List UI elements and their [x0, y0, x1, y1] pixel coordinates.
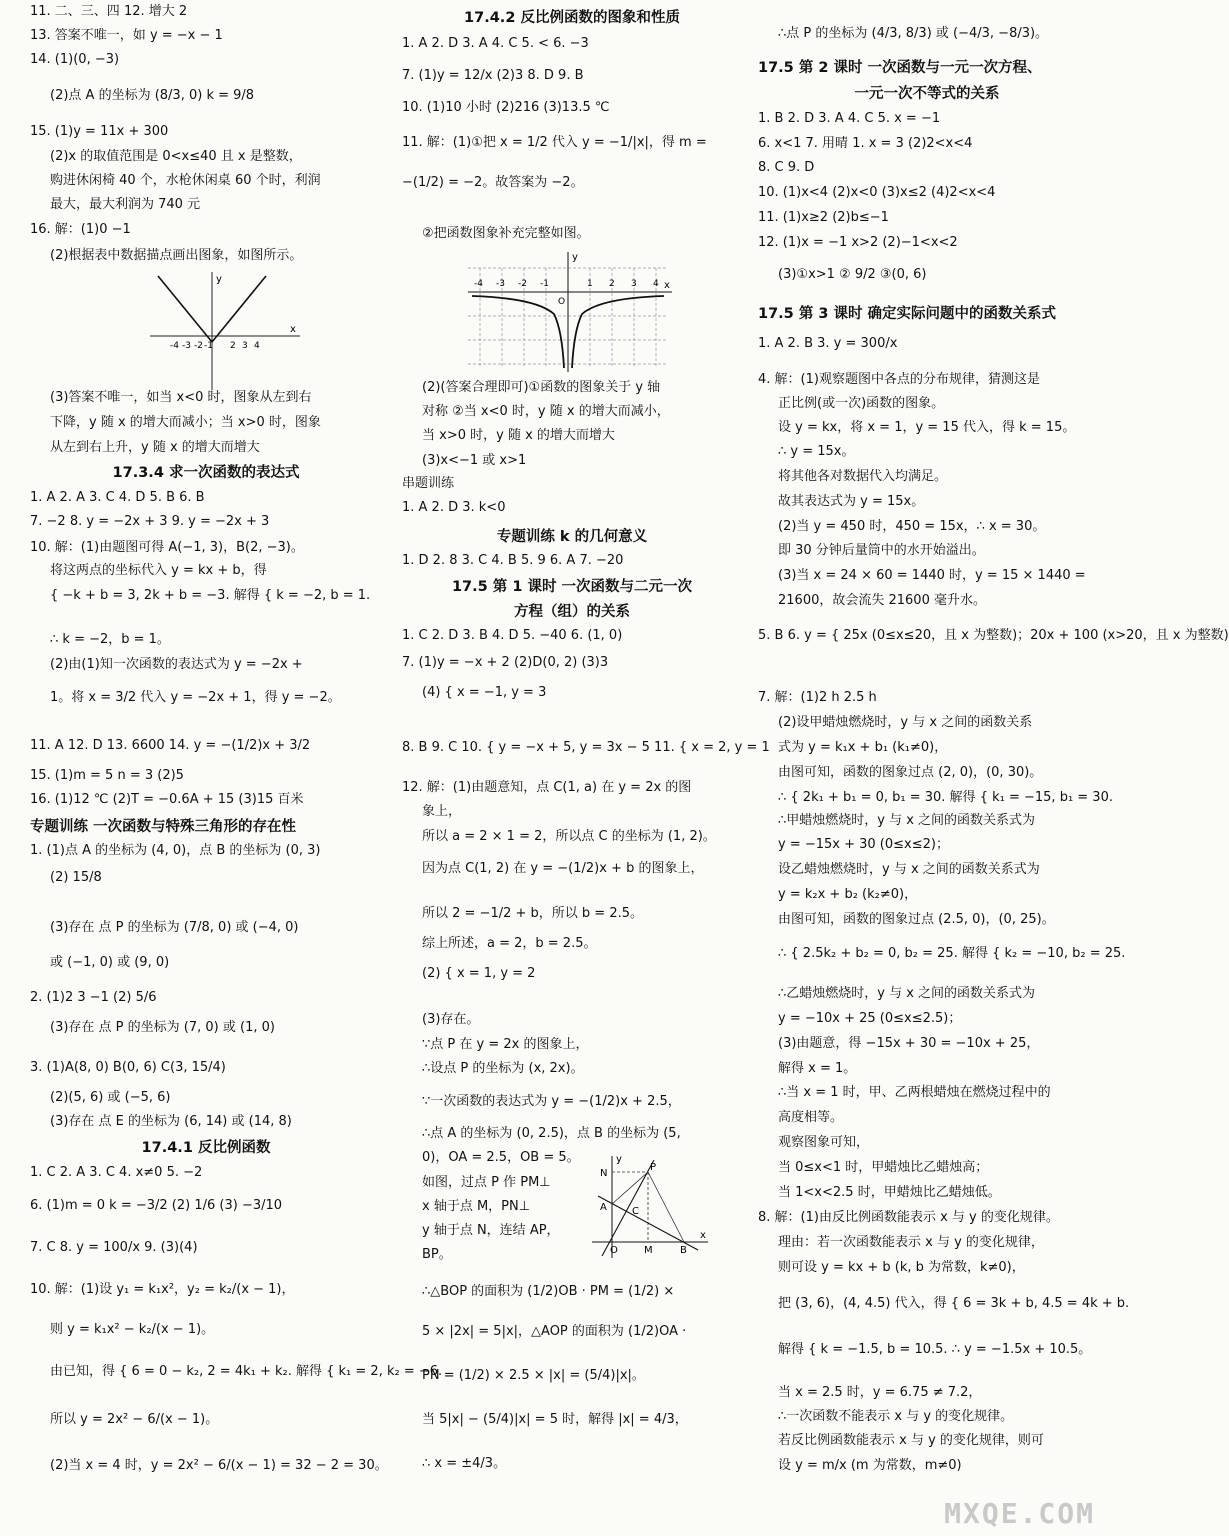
- answer-line: 10. (1)10 小时 (2)216 (3)13.5 ℃: [402, 100, 610, 115]
- answer-line: 由图可知，函数的图象过点 (2.5, 0)，(0, 25)。: [778, 912, 1055, 927]
- answer-line: 7. (1)y = −x + 2 (2)D(0, 2) (3)3: [402, 655, 609, 670]
- answer-line: 0)，OA = 2.5，OB = 5。: [422, 1150, 580, 1165]
- answer-line: ∵一次函数的表达式为 y = −(1/2)x + 2.5，: [422, 1094, 681, 1109]
- answer-line: 正比例(或一次)函数的图象。: [778, 396, 945, 411]
- answer-line: 10. 解：(1)设 y₁ = k₁x²，y₂ = k₂/(x − 1)，: [30, 1282, 295, 1297]
- answer-line: 13. 答案不唯一，如 y = −x − 1: [30, 28, 223, 43]
- answer-line: ∴当 x = 1 时，甲、乙两根蜡烛在燃烧过程中的: [778, 1085, 1051, 1100]
- answer-line: ∴乙蜡烛燃烧时，y 与 x 之间的函数关系式为: [778, 986, 1036, 1001]
- answer-line: 故其表达式为 y = 15x。: [778, 494, 925, 509]
- answer-line: 下降，y 随 x 的增大而减小；当 x>0 时，图象: [50, 415, 321, 430]
- section-heading: 专题训练 k 的几何意义: [496, 529, 648, 545]
- answer-line: ∴ y = 15x。: [778, 444, 855, 459]
- answer-line: (2) { x = 1, y = 2: [422, 966, 536, 981]
- point-n: N: [600, 1168, 608, 1179]
- answer-line: (2)当 x = 4 时，y = 2x² − 6/(x − 1) = 32 − 2 = 30。: [50, 1458, 388, 1473]
- answer-line: 式为 y = k₁x + b₁ (k₁≠0)，: [778, 740, 948, 755]
- answer-line: 设 y = m/x (m 为常数，m≠0): [778, 1458, 962, 1473]
- answer-line: ②把函数图象补充完整如图。: [422, 226, 590, 241]
- fig2-tick: 1: [587, 279, 593, 289]
- answer-line: 1. D 2. 8 3. C 4. B 5. 9 6. A 7. −20: [402, 553, 624, 568]
- fig1-tick: -1: [204, 341, 213, 351]
- point-b: B: [680, 1245, 687, 1256]
- reciprocal-graph: [466, 250, 676, 374]
- answer-line: 由已知，得 { 6 = 0 − k₂, 2 = 4k₁ + k₂. 解得 { k₁ = 2, k₂ = −6.: [50, 1364, 443, 1379]
- answer-line: 当 1<x<2.5 时，甲蜡烛比乙蜡烛低。: [778, 1185, 1001, 1200]
- answer-line: 若反比例函数能表示 x 与 y 的变化规律，则可: [778, 1433, 1044, 1448]
- answer-line: 6. (1)m = 0 k = −3/2 (2) 1/6 (3) −3/10: [30, 1198, 283, 1213]
- answer-line: −(1/2) = −2。故答案为 −2。: [402, 175, 584, 190]
- answer-line: ∴设点 P 的坐标为 (x, 2x)。: [422, 1061, 584, 1076]
- answer-line: 14. (1)(0, −3): [30, 52, 120, 67]
- answer-line: { −k + b = 3, 2k + b = −3. 解得 { k = −2, b = 1.: [50, 588, 371, 603]
- axis-x-label: x: [700, 1230, 706, 1241]
- answer-line: 4. 解：(1)观察题图中各点的分布规律，猜测这是: [758, 372, 1040, 387]
- answer-line: 16. (1)12 ℃ (2)T = −0.6A + 15 (3)15 百米: [30, 792, 304, 807]
- answer-line: 5. B 6. y = { 25x (0≤x≤20，且 x 为整数)；20x + 100 (x>20，且 x 为整数): [758, 628, 1229, 643]
- fig1-tick: -3: [182, 341, 191, 351]
- answer-line: 设 y = kx，将 x = 1，y = 15 代入，得 k = 15。: [778, 420, 1076, 435]
- answer-line: 5 × |2x| = 5|x|，△AOP 的面积为 (1/2)OA ·: [422, 1324, 687, 1339]
- answer-line: ∴点 A 的坐标为 (0, 2.5)，点 B 的坐标为 (5,: [422, 1126, 681, 1141]
- fig2-tick: 2: [609, 279, 615, 289]
- answer-line: 设乙蜡烛燃烧时，y 与 x 之间的函数关系式为: [778, 862, 1040, 877]
- answer-line: 串题训练: [402, 476, 455, 491]
- section-heading: 17.5 第 1 课时 一次函数与二元一次: [451, 579, 693, 595]
- answer-line: 12. 解：(1)由题意知，点 C(1, a) 在 y = 2x 的图: [402, 780, 692, 795]
- answer-line: 11. 解：(1)①把 x = 1/2 代入 y = −1/|x|，得 m =: [402, 135, 707, 150]
- answer-line: y = −15x + 30 (0≤x≤2)；: [778, 837, 949, 852]
- answer-line: 3. (1)A(8, 0) B(0, 6) C(3, 15/4): [30, 1060, 226, 1075]
- fig2-tick: -3: [496, 279, 505, 289]
- answer-line: 则可设 y = kx + b (k, b 为常数，k≠0)，: [778, 1260, 1025, 1275]
- answer-line: 6. x<1 7. 用晴 1. x = 3 (2)2<x<4: [758, 136, 973, 151]
- answer-line: 将其他各对数据代入均满足。: [778, 469, 948, 484]
- section-heading: 17.4.1 反比例函数: [141, 1140, 271, 1156]
- answer-line: 16. 解：(1)0 −1: [30, 222, 131, 237]
- section-heading: 17.4.2 反比例函数的图象和性质: [464, 10, 680, 26]
- answer-line: y = k₂x + b₂ (k₂≠0)，: [778, 887, 918, 902]
- answer-line: 因为点 C(1, 2) 在 y = −(1/2)x + b 的图象上，: [422, 861, 704, 876]
- triangle-geometry-figure: [590, 1152, 710, 1260]
- answer-line: 1. C 2. A 3. C 4. x≠0 5. −2: [30, 1165, 203, 1180]
- answer-line: (3)存在。: [422, 1012, 480, 1027]
- answer-line: 当 x>0 时，y 随 x 的增大而增大: [422, 428, 615, 443]
- answer-line: ∴甲蜡烛燃烧时，y 与 x 之间的函数关系式为: [778, 813, 1036, 828]
- answer-line: (3)答案不唯一，如当 x<0 时，图象从左到右: [50, 390, 312, 405]
- answer-line: 1. A 2. D 3. A 4. C 5. < 6. −3: [402, 36, 589, 51]
- section-heading: 方程（组）的关系: [514, 604, 630, 620]
- answer-line: 1。将 x = 3/2 代入 y = −2x + 1，得 y = −2。: [50, 690, 341, 705]
- answer-line: 对称 ②当 x<0 时，y 随 x 的增大而减小，: [422, 404, 670, 419]
- answer-line: 7. (1)y = 12/x (2)3 8. D 9. B: [402, 68, 584, 83]
- answer-line: 12. (1)x = −1 x>2 (2)−1<x<2: [758, 235, 958, 250]
- axis-y-label: y: [616, 1154, 622, 1165]
- fig1-tick: -4: [170, 341, 179, 351]
- answer-line: ∴ { 2k₁ + b₁ = 0, b₁ = 30. 解得 { k₁ = −15, b₁ = 30.: [778, 790, 1113, 805]
- absolute-value-graph: [150, 270, 300, 390]
- answer-line: 购进休闲椅 40 个，水枪休闲桌 60 个时，利润: [50, 173, 321, 188]
- section-heading: 专题训练 一次函数与特殊三角形的存在性: [30, 819, 297, 835]
- answer-line: ∴ { 2.5k₂ + b₂ = 0, b₂ = 25. 解得 { k₂ = −10, b₂ = 25.: [778, 946, 1126, 961]
- answer-line: BP。: [422, 1247, 452, 1262]
- answer-line: 21600，故会流失 21600 毫升水。: [778, 593, 986, 608]
- answer-line: 如图，过点 P 作 PM⊥: [422, 1175, 551, 1190]
- fig2-y-label: y: [572, 252, 578, 263]
- answer-line: (4) { x = −1, y = 3: [422, 685, 547, 700]
- answer-line: 11. (1)x≥2 (2)b≤−1: [758, 210, 889, 225]
- answer-line: ∴点 P 的坐标为 (4/3, 8/3) 或 (−4/3, −8/3)。: [778, 26, 1049, 41]
- answer-line: 或 (−1, 0) 或 (9, 0): [50, 955, 170, 970]
- fig1-tick: 3: [242, 341, 248, 351]
- answer-line: 理由：若一次函数能表示 x 与 y 的变化规律，: [778, 1235, 1044, 1250]
- answer-line: 11. 二、三、四 12. 增大 2: [30, 4, 188, 19]
- answer-line: (3)存在 点 P 的坐标为 (7, 0) 或 (1, 0): [50, 1020, 275, 1035]
- answer-line: 1. (1)点 A 的坐标为 (4, 0)，点 B 的坐标为 (0, 3): [30, 843, 321, 858]
- answer-line: 8. C 9. D: [758, 160, 815, 175]
- answer-line: (3)当 x = 24 × 60 = 1440 时，y = 15 × 1440 =: [778, 568, 1086, 583]
- answer-line: (3)存在 点 E 的坐标为 (6, 14) 或 (14, 8): [50, 1114, 292, 1129]
- answer-line: 1. A 2. B 3. y = 300/x: [758, 336, 898, 351]
- section-heading: 17.5 第 2 课时 一次函数与一元一次方程、: [758, 60, 1042, 76]
- answer-line: (3)由题意，得 −15x + 30 = −10x + 25，: [778, 1036, 1040, 1051]
- point-p: P: [650, 1162, 657, 1173]
- section-heading: 17.5 第 3 课时 确定实际问题中的函数关系式: [758, 306, 1057, 322]
- answer-line: (3)①x>1 ② 9/2 ③(0, 6): [778, 267, 927, 282]
- answer-line: (3)x<−1 或 x>1: [422, 453, 527, 468]
- answer-line: 当 x = 2.5 时，y = 6.75 ≠ 7.2，: [778, 1385, 982, 1400]
- fig1-tick: 2: [230, 341, 236, 351]
- answer-line: 2. (1)2 3 −1 (2) 5/6: [30, 990, 157, 1005]
- answer-line: (2)根据表中数据描点画出图象，如图所示。: [50, 248, 303, 263]
- answer-line: 1. A 2. A 3. C 4. D 5. B 6. B: [30, 490, 205, 505]
- answer-line: 所以 a = 2 × 1 = 2，所以点 C 的坐标为 (1, 2)。: [422, 829, 716, 844]
- answer-line: (2)设甲蜡烛燃烧时，y 与 x 之间的函数关系: [778, 715, 1033, 730]
- answer-line: 当 5|x| − (5/4)|x| = 5 时，解得 |x| = 4/3，: [422, 1412, 688, 1427]
- answer-line: 7. 解：(1)2 h 2.5 h: [758, 690, 877, 705]
- point-a: A: [600, 1202, 607, 1213]
- answer-line: ∴ x = ±4/3。: [422, 1456, 507, 1471]
- fig2-tick: 3: [631, 279, 637, 289]
- answer-line: (2)当 y = 450 时，450 = 15x，∴ x = 30。: [778, 519, 1046, 534]
- answer-line: 解得 { k = −1.5, b = 10.5. ∴ y = −1.5x + 10.5。: [778, 1342, 1092, 1357]
- section-heading: 17.3.4 求一次函数的表达式: [112, 465, 300, 481]
- point-c: C: [632, 1206, 639, 1217]
- answer-line: 8. B 9. C 10. { y = −x + 5, y = 3x − 5 11. { x = 2, y = 1: [402, 740, 770, 755]
- answer-line: PN = (1/2) × 2.5 × |x| = (5/4)|x|。: [422, 1368, 645, 1383]
- watermark-logo: MXQE.COM: [944, 1497, 1095, 1530]
- answer-line: (2) 15/8: [50, 870, 102, 885]
- answer-line: 1. B 2. D 3. A 4. C 5. x = −1: [758, 111, 941, 126]
- answer-line: 1. C 2. D 3. B 4. D 5. −40 6. (1, 0): [402, 628, 623, 643]
- answer-line: 所以 y = 2x² − 6/(x − 1)。: [50, 1412, 219, 1427]
- answer-line: 所以 2 = −1/2 + b，所以 b = 2.5。: [422, 906, 644, 921]
- answer-line: 7. −2 8. y = −2x + 3 9. y = −2x + 3: [30, 514, 270, 529]
- fig1-x-label: x: [290, 324, 296, 335]
- answer-line: 解得 x = 1。: [778, 1061, 857, 1076]
- section-heading: 一元一次不等式的关系: [854, 86, 1000, 102]
- fig1-tick: 4: [254, 341, 260, 351]
- answer-line: (3)存在 点 P 的坐标为 (7/8, 0) 或 (−4, 0): [50, 920, 299, 935]
- fig1-y-label: y: [216, 274, 222, 285]
- point-m: M: [644, 1245, 653, 1256]
- answer-line: 将这两点的坐标代入 y = kx + b，得: [50, 563, 267, 578]
- answer-line: 10. (1)x<4 (2)x<0 (3)x≤2 (4)2<x<4: [758, 185, 996, 200]
- fig2-tick: -1: [540, 279, 549, 289]
- answer-line: 由图可知，函数的图象过点 (2, 0)，(0, 30)。: [778, 765, 1043, 780]
- answer-line: ∴△BOP 的面积为 (1/2)OB · PM = (1/2) ×: [422, 1284, 675, 1299]
- answer-line: ∴ k = −2，b = 1。: [50, 632, 170, 647]
- answer-line: (2)(5, 6) 或 (−5, 6): [50, 1090, 171, 1105]
- answer-line: 即 30 分钟后量筒中的水开始溢出。: [778, 543, 985, 558]
- point-o: O: [610, 1245, 618, 1256]
- answer-line: 11. A 12. D 13. 6600 14. y = −(1/2)x + 3/2: [30, 738, 311, 753]
- answer-line: y 轴于点 N，连结 AP，: [422, 1223, 560, 1238]
- fig2-origin: O: [558, 297, 566, 307]
- answer-line: 15. (1)m = 5 n = 3 (2)5: [30, 768, 184, 783]
- answer-line: x 轴于点 M，PN⊥: [422, 1199, 531, 1214]
- answer-line: 10. 解：(1)由题图可得 A(−1, 3)，B(2, −3)。: [30, 540, 304, 555]
- answer-line: 高度相等。: [778, 1110, 844, 1125]
- fig2-tick: 4: [653, 279, 659, 289]
- answer-line: (2)x 的取值范围是 0<x≤40 且 x 是整数，: [50, 149, 302, 164]
- fig2-tick: -2: [518, 279, 527, 289]
- answer-line: 观察图象可知，: [778, 1135, 870, 1150]
- answer-line: 象上，: [422, 804, 462, 819]
- answer-line: 综上所述，a = 2，b = 2.5。: [422, 936, 597, 951]
- fig1-tick: -2: [194, 341, 203, 351]
- answer-line: 则 y = k₁x² − k₂/(x − 1)。: [50, 1322, 215, 1337]
- answer-line: 7. C 8. y = 100/x 9. (3)(4): [30, 1240, 198, 1255]
- answer-line: (2)点 A 的坐标为 (8/3, 0) k = 9/8: [50, 88, 255, 103]
- answer-line: 当 0≤x<1 时，甲蜡烛比乙蜡烛高；: [778, 1160, 989, 1175]
- fig2-tick: -4: [474, 279, 483, 289]
- answer-line: (2)由(1)知一次函数的表达式为 y = −2x +: [50, 657, 303, 672]
- answer-line: y = −10x + 25 (0≤x≤2.5)；: [778, 1011, 962, 1026]
- answer-line: 8. 解：(1)由反比例函数能表示 x 与 y 的变化规律。: [758, 1210, 1059, 1225]
- fig2-x-label: x: [664, 280, 670, 291]
- answer-line: 最大，最大利润为 740 元: [50, 197, 201, 212]
- answer-line: 1. A 2. D 3. k<0: [402, 500, 506, 515]
- answer-line: ∴一次函数不能表示 x 与 y 的变化规律。: [778, 1409, 1014, 1424]
- answer-line: 15. (1)y = 11x + 300: [30, 124, 169, 139]
- answer-line: (2)(答案合理即可)①函数的图象关于 y 轴: [422, 380, 661, 395]
- answer-line: 从左到右上升，y 随 x 的增大而增大: [50, 440, 260, 455]
- answer-line: 把 (3, 6)，(4, 4.5) 代入，得 { 6 = 3k + b, 4.5 = 4k + b.: [778, 1296, 1130, 1311]
- answer-line: ∵点 P 在 y = 2x 的图象上，: [422, 1037, 589, 1052]
